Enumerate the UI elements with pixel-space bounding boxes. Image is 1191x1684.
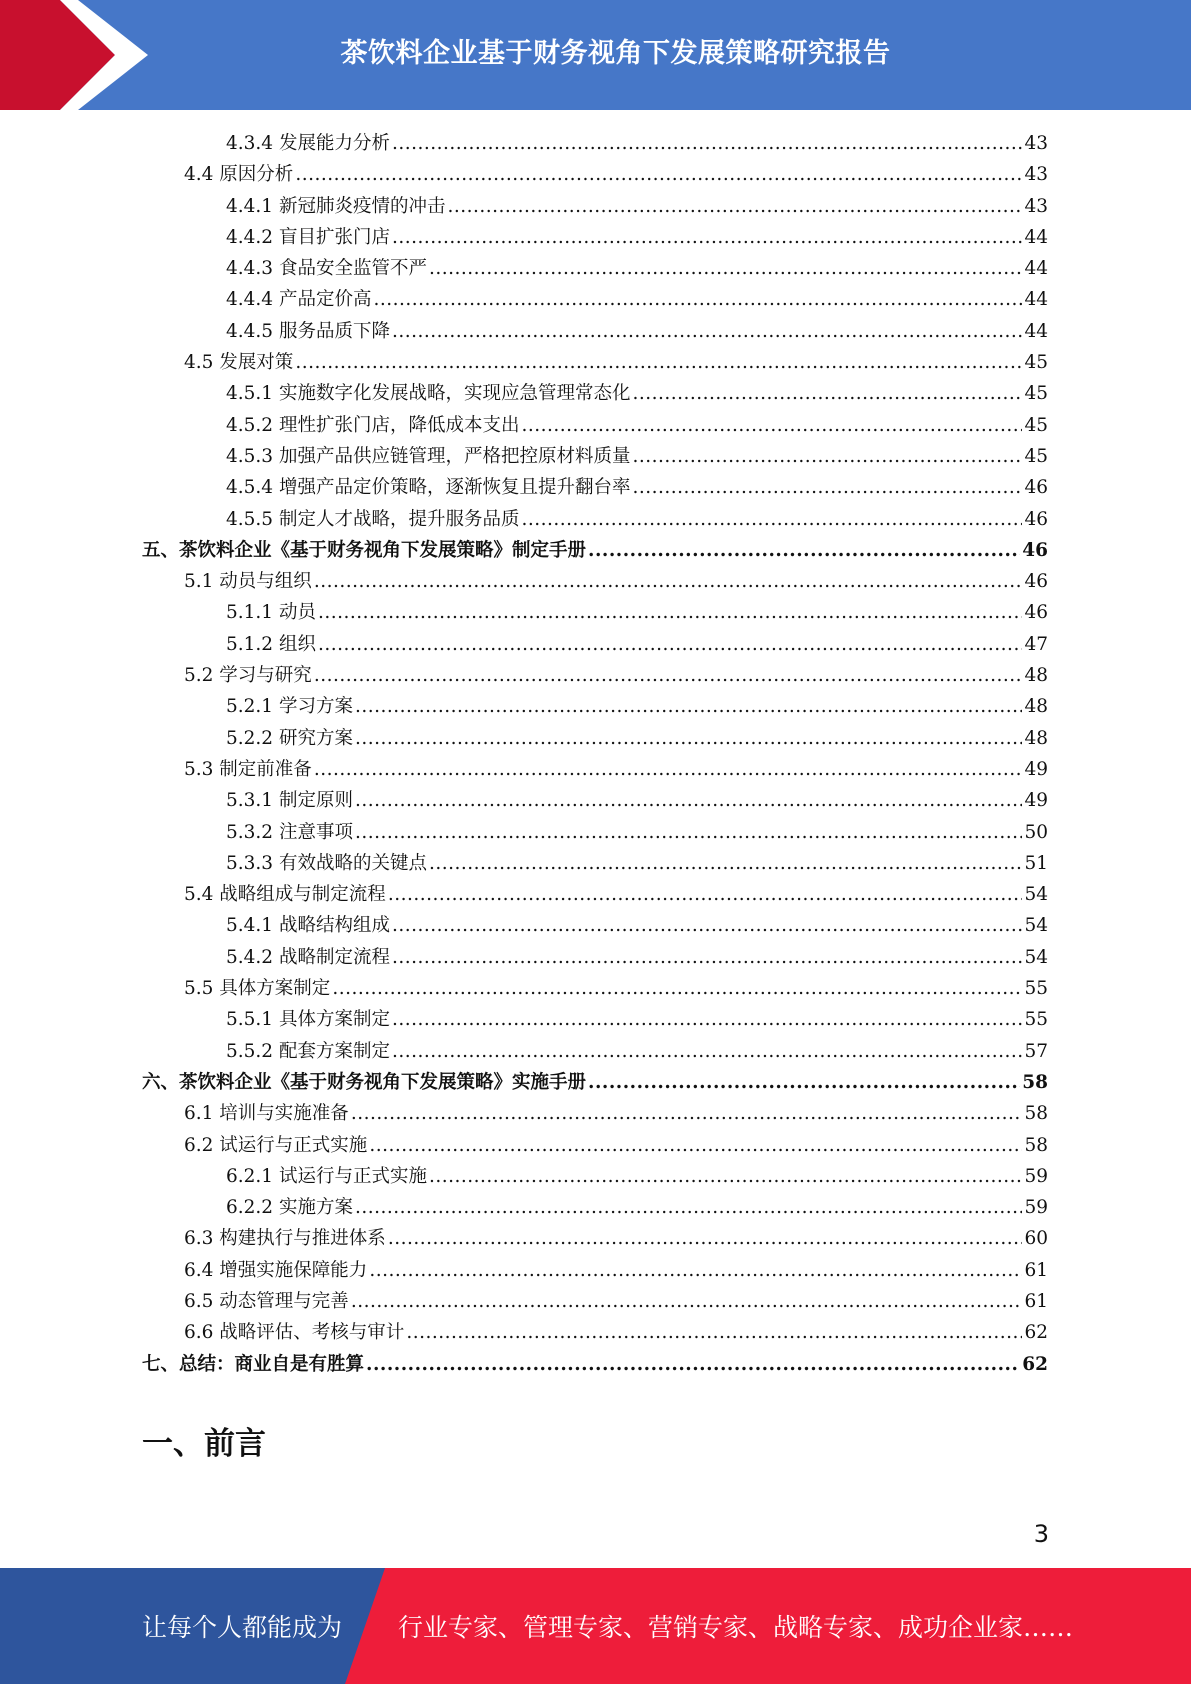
- toc-entry[interactable]: [142, 1349, 1048, 1380]
- toc-entry-label: 6.2.2 实施方案: [226, 1197, 353, 1219]
- toc-leader-dots: [521, 410, 1022, 441]
- toc-entry-label: 4.5 发展对策: [184, 352, 294, 374]
- toc-entry-label: 6.2.1 试运行与正式实施: [226, 1165, 427, 1187]
- toc-leader-dots: [392, 222, 1022, 253]
- toc-entry-page: 57: [1024, 1040, 1048, 1062]
- toc-leader-dots: [588, 535, 1020, 566]
- toc-entry-label: 5.1.1 动员: [226, 602, 316, 624]
- toc-entry[interactable]: [142, 597, 1048, 628]
- toc-entry-label: 六、茶饮料企业《基于财务视角下发展策略》实施手册: [142, 1071, 587, 1093]
- toc-entry[interactable]: [142, 253, 1048, 284]
- toc-entry[interactable]: [142, 1161, 1048, 1192]
- toc-entry-page: 46: [1024, 571, 1048, 593]
- toc-entry-label: 5.2.1 学习方案: [226, 696, 353, 718]
- toc-entry-page: 60: [1024, 1228, 1048, 1250]
- page-header: [0, 0, 1191, 110]
- toc-entry-label: 5.5.1 具体方案制定: [226, 1009, 390, 1031]
- toc-entry[interactable]: [142, 1223, 1048, 1254]
- toc-entry-page: 49: [1024, 790, 1048, 812]
- toc-entry-page: 44: [1024, 320, 1048, 342]
- toc-leader-dots: [429, 1161, 1022, 1192]
- toc-entry-page: 48: [1024, 696, 1048, 718]
- toc-entry-page: 46: [1024, 477, 1048, 499]
- toc-entry-page: 45: [1024, 414, 1048, 436]
- toc-entry[interactable]: [142, 848, 1048, 879]
- toc-entry[interactable]: [142, 222, 1048, 253]
- toc-entry[interactable]: [142, 879, 1048, 910]
- toc-entry[interactable]: [142, 159, 1048, 190]
- toc-leader-dots: [632, 441, 1022, 472]
- toc-leader-dots: [369, 1255, 1022, 1286]
- toc-entry-page: 59: [1024, 1165, 1048, 1187]
- toc-leader-dots: [392, 316, 1022, 347]
- toc-entry-label: 6.2 试运行与正式实施: [184, 1134, 368, 1156]
- toc-leader-dots: [314, 660, 1023, 691]
- toc-entry-label: 4.5.3 加强产品供应链管理，严格把控原材料质量: [226, 445, 631, 467]
- toc-entry-page: 58: [1024, 1134, 1048, 1156]
- toc-entry-page: 50: [1024, 821, 1048, 843]
- toc-leader-dots: [355, 691, 1023, 722]
- toc-entry[interactable]: [142, 723, 1048, 754]
- toc-leader-dots: [392, 1036, 1022, 1067]
- header-title: 茶饮料企业基于财务视角下发展策略研究报告: [340, 37, 891, 69]
- toc-leader-dots: [388, 1223, 1023, 1254]
- toc-entry-label: 6.3 构建执行与推进体系: [184, 1228, 386, 1250]
- toc-entry-label: 5.1 动员与组织: [184, 571, 312, 593]
- toc-entry[interactable]: [142, 128, 1048, 159]
- toc-leader-dots: [332, 973, 1022, 1004]
- toc-entry-page: 61: [1024, 1259, 1048, 1281]
- toc-entry-label: 五、茶饮料企业《基于财务视角下发展策略》制定手册: [142, 539, 587, 561]
- toc-entry-label: 5.1.2 组织: [226, 633, 316, 655]
- toc-entry-label: 6.1 培训与实施准备: [184, 1103, 349, 1125]
- toc-entry[interactable]: [142, 1286, 1048, 1317]
- toc-entry-label: 5.4.2 战略制定流程: [226, 946, 390, 968]
- toc-entry[interactable]: [142, 973, 1048, 1004]
- toc-entry-label: 6.6 战略评估、考核与审计: [184, 1322, 405, 1344]
- toc-entry-label: 4.5.4 增强产品定价策略，逐渐恢复且提升翻台率: [226, 477, 631, 499]
- toc-entry[interactable]: [142, 378, 1048, 409]
- section-heading: 一、前言: [142, 1426, 266, 1462]
- footer-slogan-left: 让每个人都能成为: [142, 1613, 343, 1642]
- toc-leader-dots: [588, 1067, 1020, 1098]
- toc-leader-dots: [295, 347, 1022, 378]
- toc-entry[interactable]: [142, 1098, 1048, 1129]
- toc-entry-page: 54: [1024, 946, 1048, 968]
- toc-leader-dots: [521, 504, 1022, 535]
- toc-entry-label: 5.3.2 注意事项: [226, 821, 353, 843]
- toc-entry-page: 43: [1024, 164, 1048, 186]
- toc-entry-page: 58: [1022, 1071, 1048, 1093]
- page-number: 3: [1033, 1520, 1049, 1548]
- toc-entry[interactable]: [142, 441, 1048, 472]
- toc-entry-page: 49: [1024, 758, 1048, 780]
- toc-entry-page: 51: [1024, 852, 1048, 874]
- toc-leader-dots: [392, 1004, 1022, 1035]
- toc-leader-dots: [406, 1317, 1022, 1348]
- toc-entry-label: 5.3 制定前准备: [184, 758, 312, 780]
- toc-entry-page: 45: [1024, 383, 1048, 405]
- page-footer: [0, 1568, 1191, 1684]
- toc-entry[interactable]: [142, 817, 1048, 848]
- toc-leader-dots: [429, 253, 1022, 284]
- toc-entry[interactable]: [142, 316, 1048, 347]
- toc-entry-label: 4.3.4 发展能力分析: [226, 133, 390, 154]
- toc-leader-dots: [373, 284, 1022, 315]
- toc-leader-dots: [355, 1192, 1023, 1223]
- toc-entry-page: 62: [1022, 1353, 1048, 1375]
- toc-entry-label: 6.5 动态管理与完善: [184, 1290, 349, 1312]
- toc-leader-dots: [369, 1130, 1022, 1161]
- toc-entry[interactable]: [142, 191, 1048, 222]
- toc-entry-page: 61: [1024, 1290, 1048, 1312]
- toc-leader-dots: [314, 566, 1023, 597]
- toc-entry-page: 45: [1024, 352, 1048, 374]
- toc-leader-dots: [351, 1286, 1023, 1317]
- toc-leader-dots: [366, 1349, 1020, 1380]
- table-of-contents: [142, 128, 1048, 1380]
- toc-leader-dots: [632, 472, 1022, 503]
- toc-entry[interactable]: [142, 1317, 1048, 1348]
- toc-entry-label: 4.4 原因分析: [184, 164, 294, 186]
- toc-leader-dots: [447, 191, 1022, 222]
- toc-entry[interactable]: [142, 1004, 1048, 1035]
- toc-entry-page: 46: [1022, 539, 1048, 561]
- toc-entry[interactable]: [142, 660, 1048, 691]
- toc-entry-label: 4.4.2 盲目扩张门店: [226, 226, 390, 248]
- toc-entry-label: 4.5.1 实施数字化发展战略，实现应急管理常态化: [226, 383, 631, 405]
- toc-entry-label: 4.5.5 制定人才战略，提升服务品质: [226, 508, 520, 530]
- toc-entry-label: 4.4.1 新冠肺炎疫情的冲击: [226, 195, 446, 217]
- toc-entry[interactable]: [142, 472, 1048, 503]
- toc-leader-dots: [318, 629, 1023, 660]
- toc-entry-label: 5.4 战略组成与制定流程: [184, 884, 386, 906]
- toc-leader-dots: [351, 1098, 1023, 1129]
- toc-entry-page: 45: [1024, 445, 1048, 467]
- toc-entry-label: 5.2.2 研究方案: [226, 727, 353, 749]
- toc-entry[interactable]: [142, 1192, 1048, 1223]
- toc-entry-label: 七、总结：商业自是有胜算: [142, 1353, 365, 1375]
- toc-entry-label: 4.4.5 服务品质下降: [226, 320, 390, 342]
- toc-entry[interactable]: [142, 754, 1048, 785]
- toc-leader-dots: [295, 159, 1022, 190]
- toc-entry-label: 5.2 学习与研究: [184, 665, 312, 687]
- toc-entry[interactable]: [142, 1255, 1048, 1286]
- toc-entry-page: 47: [1024, 633, 1048, 655]
- toc-entry-label: 4.4.3 食品安全监管不严: [226, 258, 427, 280]
- toc-entry[interactable]: [142, 566, 1048, 597]
- toc-entry-page: 59: [1024, 1197, 1048, 1219]
- toc-entry-page: 54: [1024, 915, 1048, 937]
- toc-entry-page: 44: [1024, 226, 1048, 248]
- toc-entry-label: 5.3.3 有效战略的关键点: [226, 852, 427, 874]
- toc-entry[interactable]: [142, 1130, 1048, 1161]
- toc-leader-dots: [392, 910, 1022, 941]
- toc-leader-dots: [429, 848, 1022, 879]
- toc-entry-page: 48: [1024, 665, 1048, 687]
- toc-entry-page: 62: [1024, 1322, 1048, 1344]
- toc-entry-page: 55: [1024, 978, 1048, 1000]
- toc-entry[interactable]: [142, 410, 1048, 441]
- toc-leader-dots: [318, 597, 1023, 628]
- toc-entry[interactable]: [142, 691, 1048, 722]
- toc-entry-label: 5.3.1 制定原则: [226, 790, 353, 812]
- toc-leader-dots: [314, 754, 1023, 785]
- toc-leader-dots: [355, 785, 1023, 816]
- toc-entry-page: 58: [1024, 1103, 1048, 1125]
- toc-entry-page: 43: [1024, 133, 1048, 154]
- toc-entry-page: 43: [1024, 195, 1048, 217]
- toc-leader-dots: [355, 723, 1023, 754]
- toc-entry-page: 44: [1024, 258, 1048, 280]
- toc-entry[interactable]: [142, 629, 1048, 660]
- toc-entry[interactable]: [142, 785, 1048, 816]
- toc-entry[interactable]: [142, 504, 1048, 535]
- toc-leader-dots: [632, 378, 1022, 409]
- toc-entry-page: 44: [1024, 289, 1048, 311]
- toc-leader-dots: [392, 942, 1022, 973]
- toc-entry[interactable]: [142, 535, 1048, 566]
- toc-leader-dots: [355, 817, 1023, 848]
- toc-entry-page: 55: [1024, 1009, 1048, 1031]
- toc-entry[interactable]: [142, 1036, 1048, 1067]
- toc-entry-page: 54: [1024, 884, 1048, 906]
- toc-entry-page: 46: [1024, 508, 1048, 530]
- toc-leader-dots: [388, 879, 1023, 910]
- toc-entry[interactable]: [142, 347, 1048, 378]
- toc-entry-label: 6.4 增强实施保障能力: [184, 1259, 368, 1281]
- toc-entry[interactable]: [142, 284, 1048, 315]
- toc-entry-label: 5.4.1 战略结构组成: [226, 915, 390, 937]
- toc-entry-page: 46: [1024, 602, 1048, 624]
- toc-entry-label: 5.5.2 配套方案制定: [226, 1040, 390, 1062]
- toc-entry[interactable]: [142, 942, 1048, 973]
- footer-slogan-right: 行业专家、管理专家、营销专家、战略专家、成功企业家……: [398, 1613, 1074, 1642]
- toc-entry[interactable]: [142, 910, 1048, 941]
- toc-entry-label: 5.5 具体方案制定: [184, 978, 331, 1000]
- toc-entry-label: 4.5.2 理性扩张门店，降低成本支出: [226, 414, 520, 436]
- toc-entry-page: 48: [1024, 727, 1048, 749]
- toc-entry[interactable]: [142, 1067, 1048, 1098]
- toc-entry-label: 4.4.4 产品定价高: [226, 289, 372, 311]
- toc-leader-dots: [392, 128, 1022, 159]
